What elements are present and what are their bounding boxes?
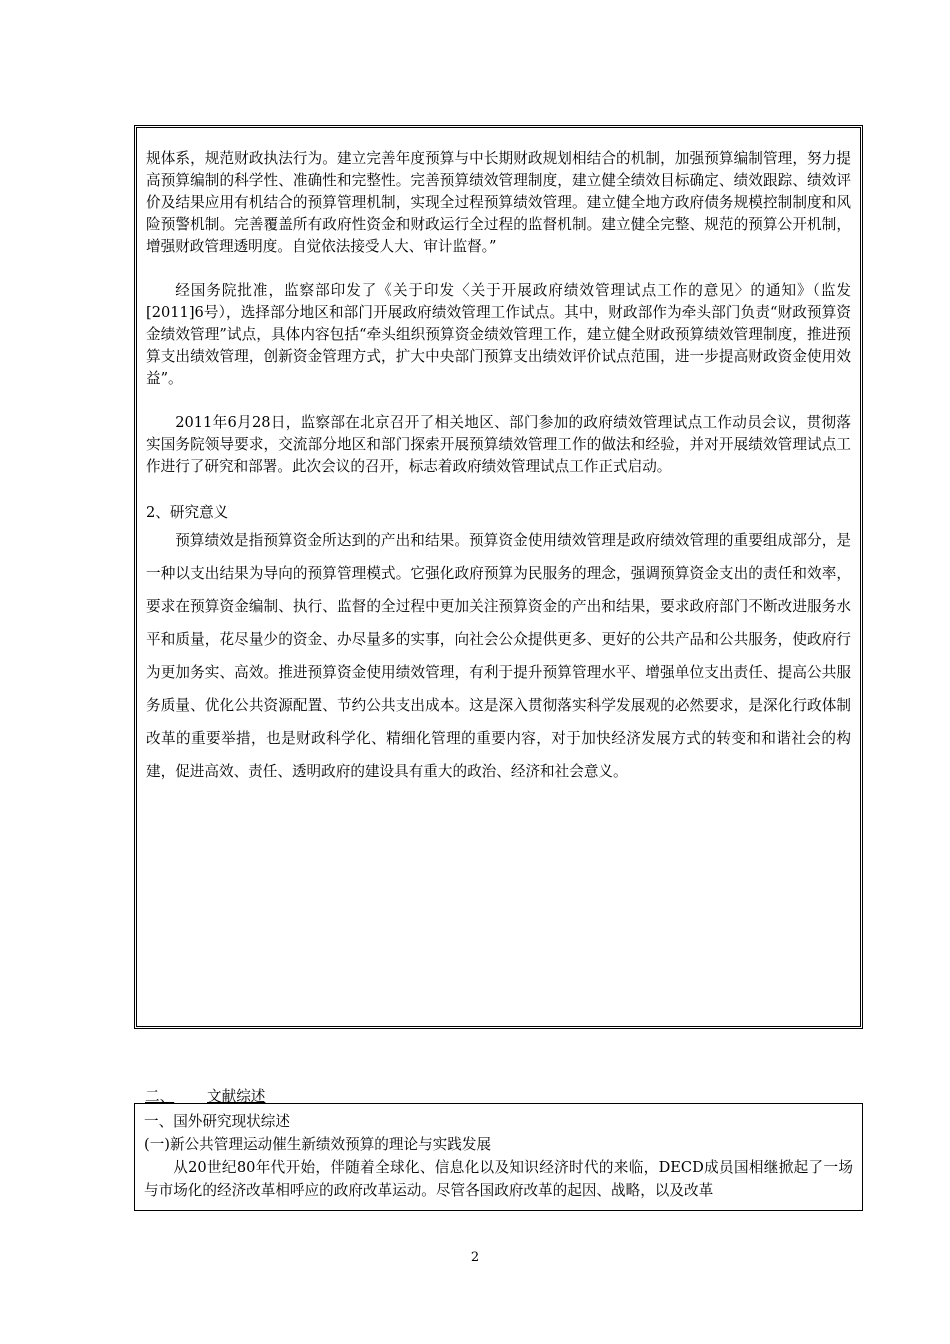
content-box-inner [137,128,860,788]
subheading-new-public-management: (一)新公共管理运动催生新绩效预算的理论与实践发展 [144,1136,492,1153]
paragraph-pilot-notice: 经国务院批准，监察部印发了《关于印发〈关于开展政府绩效管理试点工作的意见〉的通知》（监发[2011]6号），选择部分地区和部门开展政府绩效管理工作试点。其中，财政部作为牵头部门负责“财政预算资金绩效管理”试点，具体内容包括“牵头组织预算资金绩效管理工作，建立健全财政预算绩效管理制度，推进预算支出绩效管理，创新资金管理方式，扩大中央部门预算支出绩效评价试点范围，进一步提高财政资金使用效益”。 [146,282,851,387]
content-box-inner [135,1104,862,1202]
paragraph-budget-system: 规体系，规范财政执法行为。建立完善年度预算与中长期财政规划相结合的机制，加强预算编制管理，努力提高预算编制的科学性、准确性和完整性。完善预算绩效管理制度，建立健全绩效目标确定、绩效跟踪、绩效评价及结果应用有机结合的预算管理机制，实现全过程预算绩效管理。建立健全地方政府债务规模控制制度和风险预警机制。完善覆盖所有政府性资金和财政运行全过程的监督机制。建立健全完整、规范的预算公开机制，增强财政管理透明度。自觉依法接受人大、审计监督。” [146,150,851,255]
section-number: 二、 [145,1088,175,1105]
paragraph-oecd-reform: 从20世纪80年代开始，伴随着全球化、信息化以及知识经济时代的来临，DECD成员国相继掀起了一场与市场化的经济改革相呼应的政府改革运动。尽管各国政府改革的起因、战略，以及改革 [144,1159,853,1199]
paragraph-mobilization-meeting: 2011年6月28日，监察部在北京召开了相关地区、部门参加的政府绩效管理试点工作动员会议，贯彻落实国务院领导要求，交流部分地区和部门探索开展预算绩效管理工作的做法和经验，并对开展绩效管理试点工作进行了研究和部署。此次会议的召开，标志着政府绩效管理试点工作正式启动。 [146,414,851,475]
page-number: 2 [470,1250,480,1265]
content-box-literature-review [134,1103,863,1211]
paragraph-research-significance: 预算绩效是指预算资金所达到的产出和结果。预算资金使用绩效管理是政府绩效管理的重要组成部分，是一种以支出结果为导向的预算管理模式。它强化政府预算为民服务的理念，强调预算资金支出的责任和效率，要求在预算资金编制、执行、监督的全过程中更加关注预算资金的产出和结果，要求政府部门不断改进服务水平和质量，花尽量少的资金、办尽量多的实事，向社会公众提供更多、更好的公共产品和公共服务，使政府行为更加务实、高效。推进预算资金使用绩效管理，有利于提升预算管理水平、增强单位支出责任、提高公共服务质量、优化公共资源配置、节约公共支出成本。这是深入贯彻落实科学发展观的必然要求，是深化行政体制改革的重要举措，也是财政科学化、精细化管理的重要内容，对于加快经济发展方式的转变和和谐社会的构建，促进高效、责任、透明政府的建设具有重大的政治、经济和社会意义。 [146,532,851,780]
heading-research-significance: 2、研究意义 [146,504,229,521]
section-title-text: 文献综述 [207,1088,266,1105]
content-box-research-background [134,125,863,1029]
subheading-foreign-research: 一、国外研究现状综述 [144,1113,290,1130]
